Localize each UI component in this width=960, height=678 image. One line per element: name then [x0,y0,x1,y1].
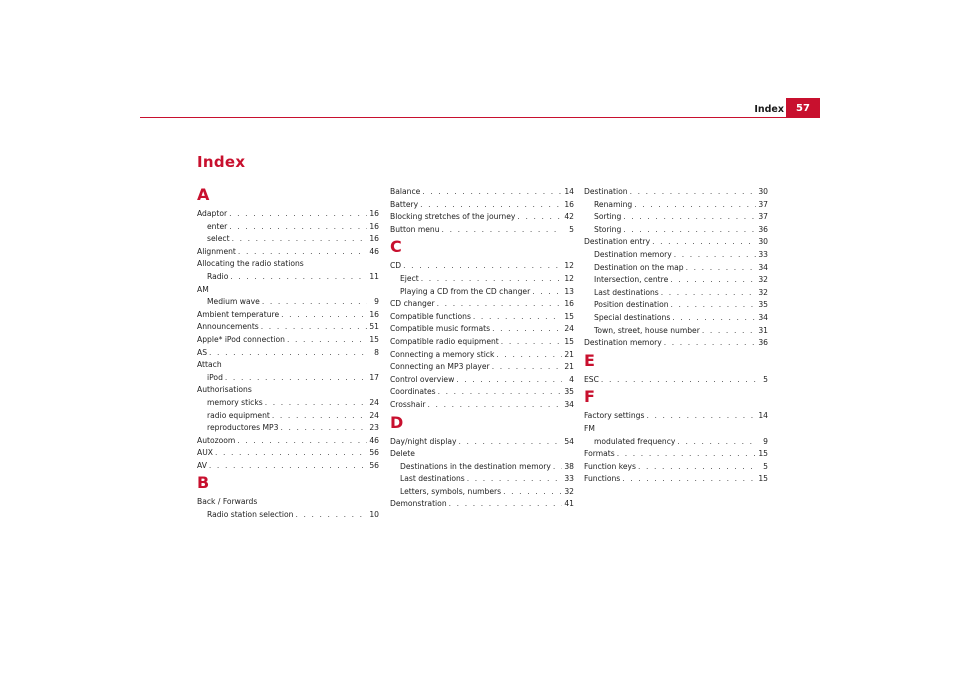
entry-term: CD [390,261,402,271]
entry-page-number: 15 [369,334,379,344]
dot-leader [232,233,367,246]
index-entry [197,208,379,221]
entry-page-number: 15 [758,449,768,459]
index-subentry [197,410,379,423]
entry-page-number: 32 [758,275,768,285]
entry-page-number: 4 [569,374,574,384]
dot-leader [265,397,367,410]
dot-leader [225,372,367,385]
entry-term: AS [197,347,208,357]
index-entry [197,435,379,448]
entry-page-number: 24 [564,324,574,334]
entry-page-number: 51 [369,322,379,332]
entry-page-number: 30 [758,187,768,196]
entry-page-number: 37 [758,199,768,209]
index-column-3 [584,186,768,486]
dot-leader [438,386,562,399]
index-entry [197,321,379,334]
index-entry [390,298,574,311]
entry-page-number: 37 [758,212,768,222]
section-letter-a: A [197,185,210,204]
entry-term: AV [197,460,207,470]
dot-leader [295,509,367,522]
entry-page-number: 30 [758,237,768,247]
entry-page-number: 56 [369,448,379,458]
entry-page-number: 21 [564,349,574,359]
dot-leader [503,486,562,499]
entry-term: Alignment [197,246,236,256]
dot-leader [601,374,756,387]
index-subentry [197,233,379,246]
entry-page-number: 24 [369,410,379,420]
entry-term: Destination on the map [594,262,684,272]
index-entry [390,323,574,336]
entry-page-number: 16 [369,234,379,244]
entry-page-number: 14 [758,411,768,421]
index-entry-heading: Attach [197,360,222,370]
index-column-2 [390,186,574,511]
dot-leader [634,199,756,212]
entry-page-number: 5 [763,374,768,384]
index-entry [390,386,574,399]
entry-page-number: 11 [369,271,379,281]
dot-leader [664,337,756,350]
dot-leader [553,461,562,474]
index-subentry [584,211,768,224]
entry-page-number: 15 [564,311,574,321]
entry-page-number: 13 [564,286,574,296]
entry-term: AUX [197,448,213,458]
dot-leader [456,374,562,387]
entry-term: Destination entry [584,237,651,247]
entry-term: Radio station selection [207,510,294,520]
entry-term: Storing [594,224,622,234]
index-entry [390,199,574,212]
entry-page-number: 34 [758,262,768,272]
index-entry [390,498,574,511]
index-subentry [584,299,768,312]
dot-leader [428,399,562,412]
entry-term: Destination [584,187,628,196]
entry-page-number: 46 [369,246,379,256]
entry-term: Destination memory [584,338,662,348]
entry-page-number: 16 [369,221,379,231]
entry-term: Renaming [594,199,633,209]
dot-leader [215,447,367,460]
dot-leader [230,271,367,284]
index-entry [197,347,379,360]
entry-term: Sorting [594,212,622,222]
section-list-b [197,496,379,521]
entry-term: iPod [207,372,223,382]
section-list-c [390,260,574,411]
index-subentry [197,397,379,410]
index-entry-heading: Back / Forwards [197,497,258,507]
index-entry [584,461,768,474]
dot-leader [496,349,562,362]
dot-leader [617,448,756,461]
entry-page-number: 34 [564,399,574,409]
section-list-f [584,410,768,486]
entry-term: Special destinations [594,312,671,322]
entry-term: ESC [584,374,599,384]
section-list-d-cont [584,186,768,350]
dot-leader [532,286,562,299]
dot-leader [686,262,756,275]
entry-page-number: 36 [758,338,768,348]
dot-leader [630,186,756,199]
dot-leader [209,347,367,360]
dot-leader [517,211,562,224]
index-entry [584,374,768,387]
dot-leader [702,325,756,338]
section-list-e [584,374,768,387]
index-entry [390,211,574,224]
entry-term: Medium wave [207,297,260,307]
index-subentry [584,274,768,287]
entry-page-number: 16 [564,199,574,209]
dot-leader [501,336,562,349]
index-entry-heading: Authorisations [197,385,252,395]
index-entry [584,236,768,249]
entry-term: Position destination [594,300,669,310]
dot-leader [420,199,562,212]
entry-page-number: 12 [564,273,574,283]
entry-term: Ambient temperature [197,309,280,319]
entry-term: Adaptor [197,209,228,218]
entry-page-number: 12 [564,261,574,271]
entry-term: modulated frequency [594,436,676,446]
entry-term: Connecting an MP3 player [390,362,490,372]
index-subentry [197,422,379,435]
index-entry [390,436,574,449]
entry-term: Compatible music formats [390,324,491,334]
dot-leader [677,436,756,449]
index-entry [197,334,379,347]
index-subentry [584,249,768,262]
dot-leader [638,461,756,474]
index-entry [390,374,574,387]
dot-leader [442,224,562,237]
dot-leader [281,309,367,322]
entry-page-number: 35 [564,387,574,397]
index-entry [584,410,768,423]
entry-page-number: 5 [763,461,768,471]
entry-page-number: 31 [758,325,768,335]
entry-term: Control overview [390,374,455,384]
page-number-badge: 57 [786,98,820,118]
entry-term: Battery [390,199,419,209]
index-subentry [390,473,574,486]
dot-leader [287,334,367,347]
entry-page-number: 32 [564,486,574,496]
entry-term: Last destinations [594,287,659,297]
entry-term: Autozoom [197,435,236,445]
dot-leader [672,312,756,325]
index-entry [197,309,379,322]
entry-page-number: 32 [758,287,768,297]
dot-leader [238,246,367,259]
dot-leader [492,361,562,374]
entry-term: Compatible functions [390,311,471,321]
index-subentry [584,199,768,212]
running-header: Index [754,104,784,115]
section-letter-d: D [390,412,404,432]
entry-term: Compatible radio equipment [390,336,499,346]
index-entry [390,361,574,374]
index-subentry [197,509,379,522]
dot-leader [652,236,756,249]
dot-leader [492,323,562,336]
index-subentry [390,273,574,286]
index-entry [390,399,574,412]
entry-term: radio equipment [207,410,270,420]
entry-page-number: 15 [564,336,574,346]
index-subentry [584,325,768,338]
dot-leader [272,410,367,423]
entry-term: Day/night display [390,436,457,446]
entry-page-number: 17 [369,372,379,382]
dot-leader [467,473,562,486]
entry-page-number: 15 [758,474,768,484]
entry-page-number: 24 [369,397,379,407]
dot-leader [449,498,562,511]
index-subentry [197,271,379,284]
entry-term: Coordinates [390,387,436,397]
index-column-1 [197,186,379,522]
entry-page-number: 23 [369,423,379,433]
entry-term: Town, street, house number [594,325,700,335]
entry-term: Intersection, centre [594,275,669,285]
index-subentry [390,286,574,299]
section-letter-b: B [197,473,210,493]
index-subentry [584,436,768,449]
index-entry [197,246,379,259]
dot-leader [261,321,367,334]
entry-term: Function keys [584,461,636,471]
entry-term: Demonstration [390,499,447,509]
entry-term: CD changer [390,299,435,309]
index-entry-heading: Allocating the radio stations [197,259,304,269]
entry-term: Radio [207,271,229,281]
index-subentry [584,287,768,300]
entry-term: Balance [390,187,421,196]
entry-page-number: 33 [758,249,768,259]
dot-leader [421,273,562,286]
section-letter-f: F [584,387,595,407]
entry-term: Playing a CD from the CD changer [400,286,531,296]
entry-term: Formats [584,449,615,459]
entry-term: Last destinations [400,474,465,484]
dot-leader [280,422,367,435]
index-entry [390,349,574,362]
section-list-a [197,208,379,472]
index-entry [390,260,574,273]
entry-page-number: 56 [369,460,379,470]
entry-page-number: 36 [758,224,768,234]
dot-leader [229,221,367,234]
dot-leader [671,299,756,312]
index-entry [584,337,768,350]
entry-page-number: 42 [564,212,574,222]
entry-term: Destination memory [594,249,672,259]
dot-leader [473,311,562,324]
index-entry [584,448,768,461]
index-subentry [584,262,768,275]
header-rule [140,117,820,118]
entry-term: select [207,234,230,244]
entry-page-number: 10 [369,510,379,520]
entry-page-number: 14 [564,187,574,196]
section-list-b-cont [390,186,574,236]
dot-leader [622,473,756,486]
dot-leader [422,186,562,199]
entry-term: Functions [584,474,621,484]
dot-leader [623,211,756,224]
section-letter-e: E [584,350,595,370]
entry-term: reproductores MP3 [207,423,279,433]
entry-term: Blocking stretches of the journey [390,212,516,222]
section-list-d [390,436,574,512]
entry-page-number: 16 [369,209,379,218]
entry-page-number: 16 [564,299,574,309]
entry-page-number: 46 [369,435,379,445]
entry-page-number: 8 [374,347,379,357]
dot-leader [262,296,367,309]
section-letter-c: C [390,237,402,257]
index-subentry [584,224,768,237]
entry-page-number: 33 [564,474,574,484]
entry-term: Announcements [197,322,259,332]
entry-page-number: 41 [564,499,574,509]
dot-leader [674,249,756,262]
entry-term: Eject [400,273,419,283]
page-title: Index [197,153,246,171]
entry-page-number: 9 [763,436,768,446]
entry-term: Connecting a memory stick [390,349,495,359]
entry-page-number: 34 [758,312,768,322]
entry-page-number: 9 [374,297,379,307]
index-entry [390,186,574,199]
entry-page-number: 16 [369,309,379,319]
entry-page-number: 38 [564,461,574,471]
dot-leader [437,298,562,311]
entry-page-number: 5 [569,224,574,234]
index-subentry [390,486,574,499]
dot-leader [209,460,367,473]
index-subentry [197,296,379,309]
dot-leader [403,260,562,273]
index-entry [584,473,768,486]
entry-page-number: 21 [564,362,574,372]
index-entry [197,447,379,460]
index-subentry [390,461,574,474]
entry-term: Button menu [390,224,440,234]
index-entry-heading: Delete [390,449,415,459]
dot-leader [229,208,367,221]
dot-leader [237,435,367,448]
entry-term: Crosshair [390,399,426,409]
entry-term: Destinations in the destination memory [400,461,551,471]
entry-term: Factory settings [584,411,645,421]
entry-term: memory sticks [207,397,263,407]
entry-term: Apple* iPod connection [197,334,285,344]
index-subentry [197,221,379,234]
index-subentry [197,372,379,385]
index-entry [390,224,574,237]
index-entry-heading: AM [197,284,209,294]
entry-term: enter [207,221,228,231]
index-entry [197,460,379,473]
entry-page-number: 54 [564,436,574,446]
index-entry [390,311,574,324]
entry-term: Letters, symbols, numbers [400,486,502,496]
dot-leader [661,287,756,300]
index-entry [390,336,574,349]
dot-leader [646,410,756,423]
entry-page-number: 35 [758,300,768,310]
dot-leader [670,274,756,287]
index-subentry [584,312,768,325]
dot-leader [458,436,562,449]
dot-leader [623,224,756,237]
index-entry [584,186,768,199]
index-entry-heading: FM [584,423,595,433]
